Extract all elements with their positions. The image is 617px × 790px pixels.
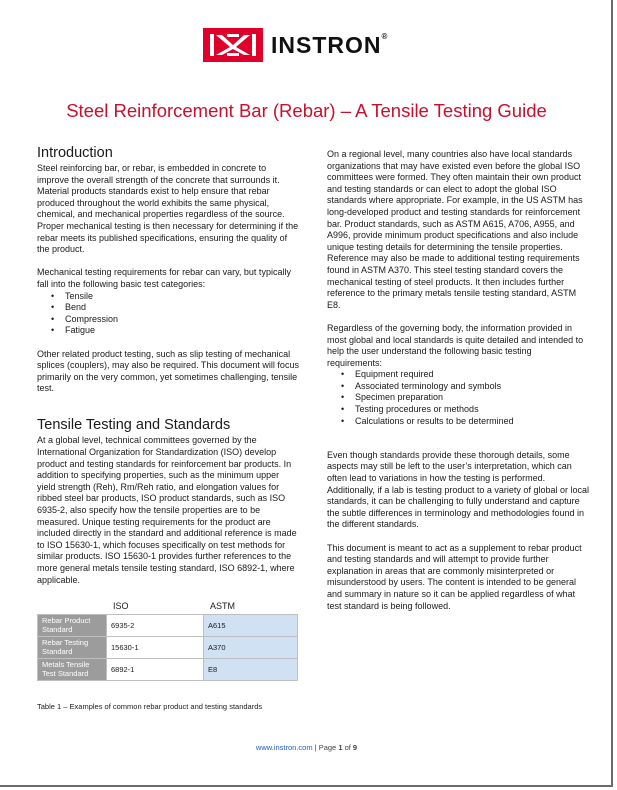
table-row-label: Rebar Product Standard (38, 615, 107, 637)
list-item: • Tensile (65, 291, 299, 303)
logo-wordmark: INSTRON® (271, 31, 389, 58)
table-cell-iso: 6935-2 (107, 615, 204, 637)
right-paragraph-2: Regardless of the governing body, the information provided in most global and local standards is quite detailed and intended to help the user understand the following basic testing requirements: (327, 322, 584, 368)
table-header (37, 601, 299, 615)
table-cell-astm: A370 (204, 637, 298, 659)
right-paragraph-3: Even though standards provide these thorough details, some aspects may still be left to the user’s interpretation, which can often lead to variations in how the testing is performed. Additionally, if a lab is testing product to a variety of global or local standards, it can be challenging to fully understand and capture the subtle differences in terminology and methodologies found in the different standards. (327, 449, 589, 530)
intro-paragraph-3: Other related product testing, such as slip testing of mechanical splices (couplers), may also be required. This document will focus primarily on the very common, yet sometimes challenging, tensile test. (37, 348, 299, 394)
table-cell-iso: 6892-1 (107, 659, 204, 681)
list-item: • Equipment required (355, 369, 589, 381)
table-row (38, 659, 298, 681)
table-col-iso: ISO (113, 601, 129, 611)
footer-page-total: 9 (352, 743, 358, 752)
left-column (37, 145, 299, 598)
instron-logo (203, 28, 388, 62)
intro-paragraph-1: Steel reinforcing bar, or rebar, is embedded in concrete to improve the overall strength of the concrete that surrounds it. Material products standards exist to help ensure that rebar produced throughout the world exhibits the same physical, chemical, and mechanical properties regardless of the source. Proper mechanical testing is then necessary for determining if the rebar meets its published specifications, ensuring the quality of the product. (37, 163, 299, 255)
intro-paragraph-2: Mechanical testing requirements for rebar can vary, but typically fall into the following basic test categories: (37, 267, 291, 289)
table-row (38, 615, 298, 637)
page-title: Steel Reinforcement Bar (Rebar) – A Tensile Testing Guide (66, 100, 547, 121)
table-row-label: Rebar Testing Standard (38, 637, 107, 659)
table-row (38, 637, 298, 659)
list-item: • Calculations or results to be determined (355, 416, 589, 428)
instron-logo-icon (203, 28, 263, 62)
right-paragraph-1: On a regional level, many countries also have local standards organizations that may have existed even before the global ISO committees were formed. They often maintain their own product and testing standards or can elect to adopt the global ISO standards where appropriate. For example, in the US ASTM has long-developed product and testing standards for reinforcement bar. Product standards, such as ASTM A615, A706, A955, and A996, provide minimum product specifications and also include unique testing details for determining the tensile properties. Reference may also be made to additional testing requirements found in ASTM A370. This steel testing standard covers the mechanical testing of steel products. It then includes further reference to the primary metals tensile testing standard, ASTM E8. (327, 149, 583, 310)
footer-page-number: 1 (338, 743, 343, 752)
table-row-label: Metals Tensile Test Standard (38, 659, 107, 681)
standards-paragraph-1: At a global level, technical committees governed by the International Organization for Standardization (ISO) develop product and testing standards for reinforcement bar products. In addition to specifying properties, such as the minimum upper yield strength (Reh), Rm/Reh ratio, and elongation values for ribbed steel bar products, ISO product standards, such as ISO 6935-2, also specify how the tensile properties are to be measured. Unique testing requirements for the product are included directly in the standard and additional reference is made to ISO 15630-1, which focuses specifically on test methods for similar products. ISO 15630-1 provides further references to the more general metals tensile testing standard, ISO 6892-1, where applicable. (37, 435, 297, 585)
standards-table (37, 614, 298, 681)
table-cell-iso: 15630-1 (107, 637, 204, 659)
intro-heading: Introduction (37, 145, 113, 161)
list-item: • Fatigue (65, 325, 299, 337)
table-col-astm: ASTM (210, 601, 236, 611)
table-cell-astm: E8 (204, 659, 298, 681)
requirements-list (355, 369, 589, 427)
list-item: • Bend (65, 302, 299, 314)
table-cell-astm: A615 (204, 615, 298, 637)
list-item: • Specimen preparation (355, 392, 589, 404)
list-item: • Associated terminology and symbols (355, 381, 589, 393)
footer-url-link[interactable]: www.instron.com (255, 743, 313, 752)
table-caption: Table 1 – Examples of common rebar product and testing standards (37, 702, 263, 711)
page-footer: www.instron.com | Page 1 of 9 (255, 743, 358, 752)
standards-heading: Tensile Testing and Standards (37, 417, 231, 434)
right-column (327, 149, 589, 624)
list-item: • Testing procedures or methods (355, 404, 589, 416)
test-category-list (65, 291, 299, 337)
right-paragraph-4: This document is meant to act as a supplement to rebar product and testing standards and will attempt to provide further explanation in areas that are commonly misinterpreted or misunderstood by users. The content is intended to be general and summary in nature so it can be applied regardless of what test standard is being followed. (327, 542, 582, 611)
list-item: • Compression (65, 314, 299, 326)
